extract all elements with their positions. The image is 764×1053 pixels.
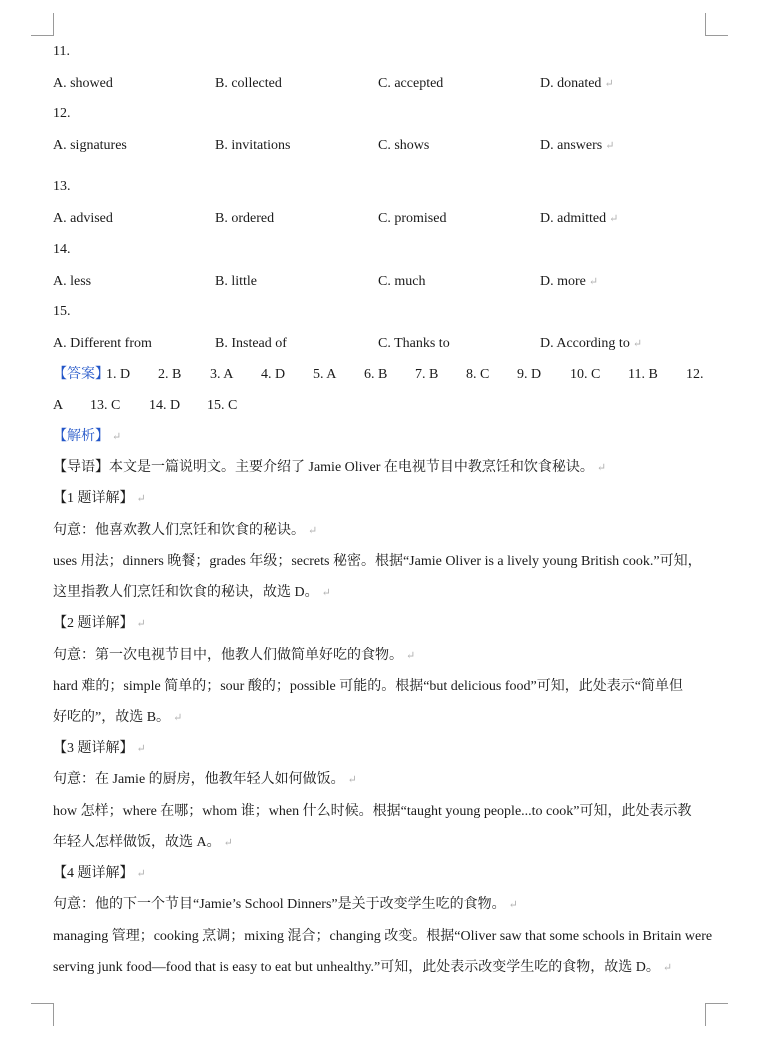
body-line xyxy=(53,865,146,883)
body-text: 句意：第一次电视节目中，他教人们做简单好吃的食物。 xyxy=(53,648,403,663)
body-line xyxy=(53,740,146,758)
answer-option xyxy=(215,273,257,291)
paragraph-mark-icon: ↵ xyxy=(136,743,146,755)
answer-option xyxy=(540,273,598,291)
answer-key-item: 5. A xyxy=(313,367,337,382)
paragraph-mark-icon: ↵ xyxy=(136,618,146,630)
answer-option xyxy=(378,273,425,291)
paragraph-mark-icon: ↵ xyxy=(609,213,619,225)
answer-option xyxy=(53,335,152,353)
option-text: A. Different from xyxy=(53,336,152,351)
answer-key-item: A xyxy=(53,398,64,413)
option-text: B. collected xyxy=(215,76,282,91)
paragraph-mark-icon: ↵ xyxy=(112,431,122,443)
answer-option xyxy=(540,210,618,228)
answer-option xyxy=(540,137,614,155)
option-text: C. shows xyxy=(378,138,430,153)
answer-key-item: 13. C xyxy=(90,398,121,413)
answer-key-item: 2. B xyxy=(158,367,182,382)
answer-option xyxy=(215,137,290,155)
option-text: D. more xyxy=(540,274,586,289)
option-text: A. showed xyxy=(53,76,113,91)
body-line xyxy=(53,834,233,852)
body-text: 句意：在 Jamie 的厨房，他教年轻人如何做饭。 xyxy=(53,772,345,787)
option-text: C. much xyxy=(378,274,426,289)
body-line xyxy=(53,896,518,914)
paragraph-mark-icon: ↵ xyxy=(632,338,643,350)
body-text: 【4 题详解】 xyxy=(53,866,134,881)
body-text: hard 难的；simple 简单的；sour 酸的；possible 可能的。根据“but delicious food”可知，此处表示“简单但 xyxy=(53,679,683,694)
paragraph-mark-icon: ↵ xyxy=(605,140,615,152)
body-line xyxy=(53,615,146,633)
option-text: B. Instead of xyxy=(215,336,287,351)
body-text: 好吃的”，故选 B。 xyxy=(53,710,171,725)
corner-mark-bottom-right xyxy=(705,1003,728,1026)
answer-option xyxy=(53,210,113,228)
body-line xyxy=(53,771,357,789)
paragraph-mark-icon: ↵ xyxy=(223,837,233,849)
body-text: 【2 题详解】 xyxy=(53,616,134,631)
paragraph-mark-icon: ↵ xyxy=(321,587,331,599)
option-text: B. invitations xyxy=(215,138,291,153)
answer-key-item: 8. C xyxy=(466,367,490,382)
answer-option xyxy=(215,210,274,228)
option-text: B. little xyxy=(215,274,257,289)
body-line xyxy=(53,584,331,602)
body-text: uses 用法；dinners 晚餐；grades 年级；secrets 秘密。根据“Jamie Oliver is a lively young British cook.”可知， xyxy=(53,554,702,569)
answer-key-item: 10. C xyxy=(570,367,601,382)
paragraph-mark-icon: ↵ xyxy=(596,462,607,474)
option-text: D. According to xyxy=(540,336,630,351)
answer-key-item: 6. B xyxy=(364,367,388,382)
body-line xyxy=(53,553,702,571)
answer-key-item: 1. D xyxy=(106,367,131,382)
question-number: 12. xyxy=(53,106,71,121)
answer-key-item: 15. C xyxy=(207,398,238,413)
paragraph-mark-icon: ↵ xyxy=(136,493,146,505)
answer-option xyxy=(378,75,443,93)
analysis-label: 【解析】 ↵ xyxy=(53,429,122,444)
paragraph-mark-icon: ↵ xyxy=(136,868,146,880)
option-text: D. donated xyxy=(540,76,602,91)
option-text: A. signatures xyxy=(53,138,127,153)
body-line xyxy=(53,709,182,727)
body-text: serving junk food—food that is easy to eat but unhealthy.”可知，此处表示改变学生吃的食物，故选 D。 xyxy=(53,960,660,975)
answer-option xyxy=(378,335,450,353)
answer-key-item: 11. B xyxy=(628,367,658,382)
answer-option xyxy=(540,75,614,93)
answer-key-item: 14. D xyxy=(149,398,181,413)
option-text: D. admitted xyxy=(540,211,607,226)
question-number: 14. xyxy=(53,242,71,257)
answer-option xyxy=(215,335,287,353)
paragraph-mark-icon: ↵ xyxy=(173,712,183,724)
option-text: C. Thanks to xyxy=(378,336,450,351)
body-text: 【导语】本文是一篇说明文。主要介绍了 Jamie Oliver 在电视节目中教烹饪和饮食秘诀。 xyxy=(53,460,594,475)
body-text: 【1 题详解】 xyxy=(53,491,134,506)
answer-option xyxy=(53,273,91,291)
paragraph-mark-icon: ↵ xyxy=(406,650,416,662)
body-line xyxy=(53,678,683,696)
question-number: 11. xyxy=(53,44,70,59)
body-text: 句意：他的下一个节目“Jamie’s School Dinners”是关于改变学生吃的食物。 xyxy=(53,897,506,912)
paragraph-mark-icon: ↵ xyxy=(308,525,318,537)
paragraph-mark-icon: ↵ xyxy=(508,899,518,911)
body-text: 年轻人怎样做饭，故选 A。 xyxy=(53,835,221,850)
option-text: C. promised xyxy=(378,211,447,226)
answer-label: 【答案】 xyxy=(53,367,109,382)
answer-key-item: 7. B xyxy=(415,367,439,382)
body-line xyxy=(53,522,317,540)
option-text: A. advised xyxy=(53,211,113,226)
option-text: C. accepted xyxy=(378,76,444,91)
option-text: D. answers xyxy=(540,138,603,153)
answer-option xyxy=(378,137,429,155)
body-text: 【3 题详解】 xyxy=(53,741,134,756)
answer-key-item: 4. D xyxy=(261,367,286,382)
paragraph-mark-icon: ↵ xyxy=(604,78,614,90)
body-line xyxy=(53,803,691,821)
option-text: A. less xyxy=(53,274,92,289)
paragraph-mark-icon: ↵ xyxy=(662,962,673,974)
body-line xyxy=(53,928,712,946)
option-text: B. ordered xyxy=(215,211,275,226)
answer-option xyxy=(53,137,127,155)
question-number: 15. xyxy=(53,304,71,319)
body-line xyxy=(53,647,415,665)
answer-key-item: 12. xyxy=(686,367,704,382)
question-number: 13. xyxy=(53,179,71,194)
answer-key-item: 3. A xyxy=(210,367,234,382)
body-line xyxy=(53,459,606,477)
corner-mark-top-right xyxy=(705,13,728,36)
body-text: how 怎样；where 在哪；whom 谁；when 什么时候。根据“taught young people...to cook”可知，此处表示教 xyxy=(53,804,692,819)
body-text: managing 管理；cooking 烹调；mixing 混合；changing 改变。根据“Oliver saw that some schools in Britain were xyxy=(53,929,713,944)
corner-mark-bottom-left xyxy=(31,1003,54,1026)
answer-option xyxy=(53,75,113,93)
answer-key-item: 9. D xyxy=(517,367,542,382)
answer-option xyxy=(378,210,446,228)
paragraph-mark-icon: ↵ xyxy=(347,774,357,786)
body-text: 句意：他喜欢教人们烹饪和饮食的秘诀。 xyxy=(53,523,305,538)
corner-mark-top-left xyxy=(31,13,54,36)
body-line xyxy=(53,490,146,508)
body-text: 这里指教人们烹饪和饮食的秘诀，故选 D。 xyxy=(53,585,319,600)
paragraph-mark-icon: ↵ xyxy=(588,276,599,288)
answer-option xyxy=(215,75,282,93)
body-line xyxy=(53,959,672,977)
answer-option xyxy=(540,335,642,353)
